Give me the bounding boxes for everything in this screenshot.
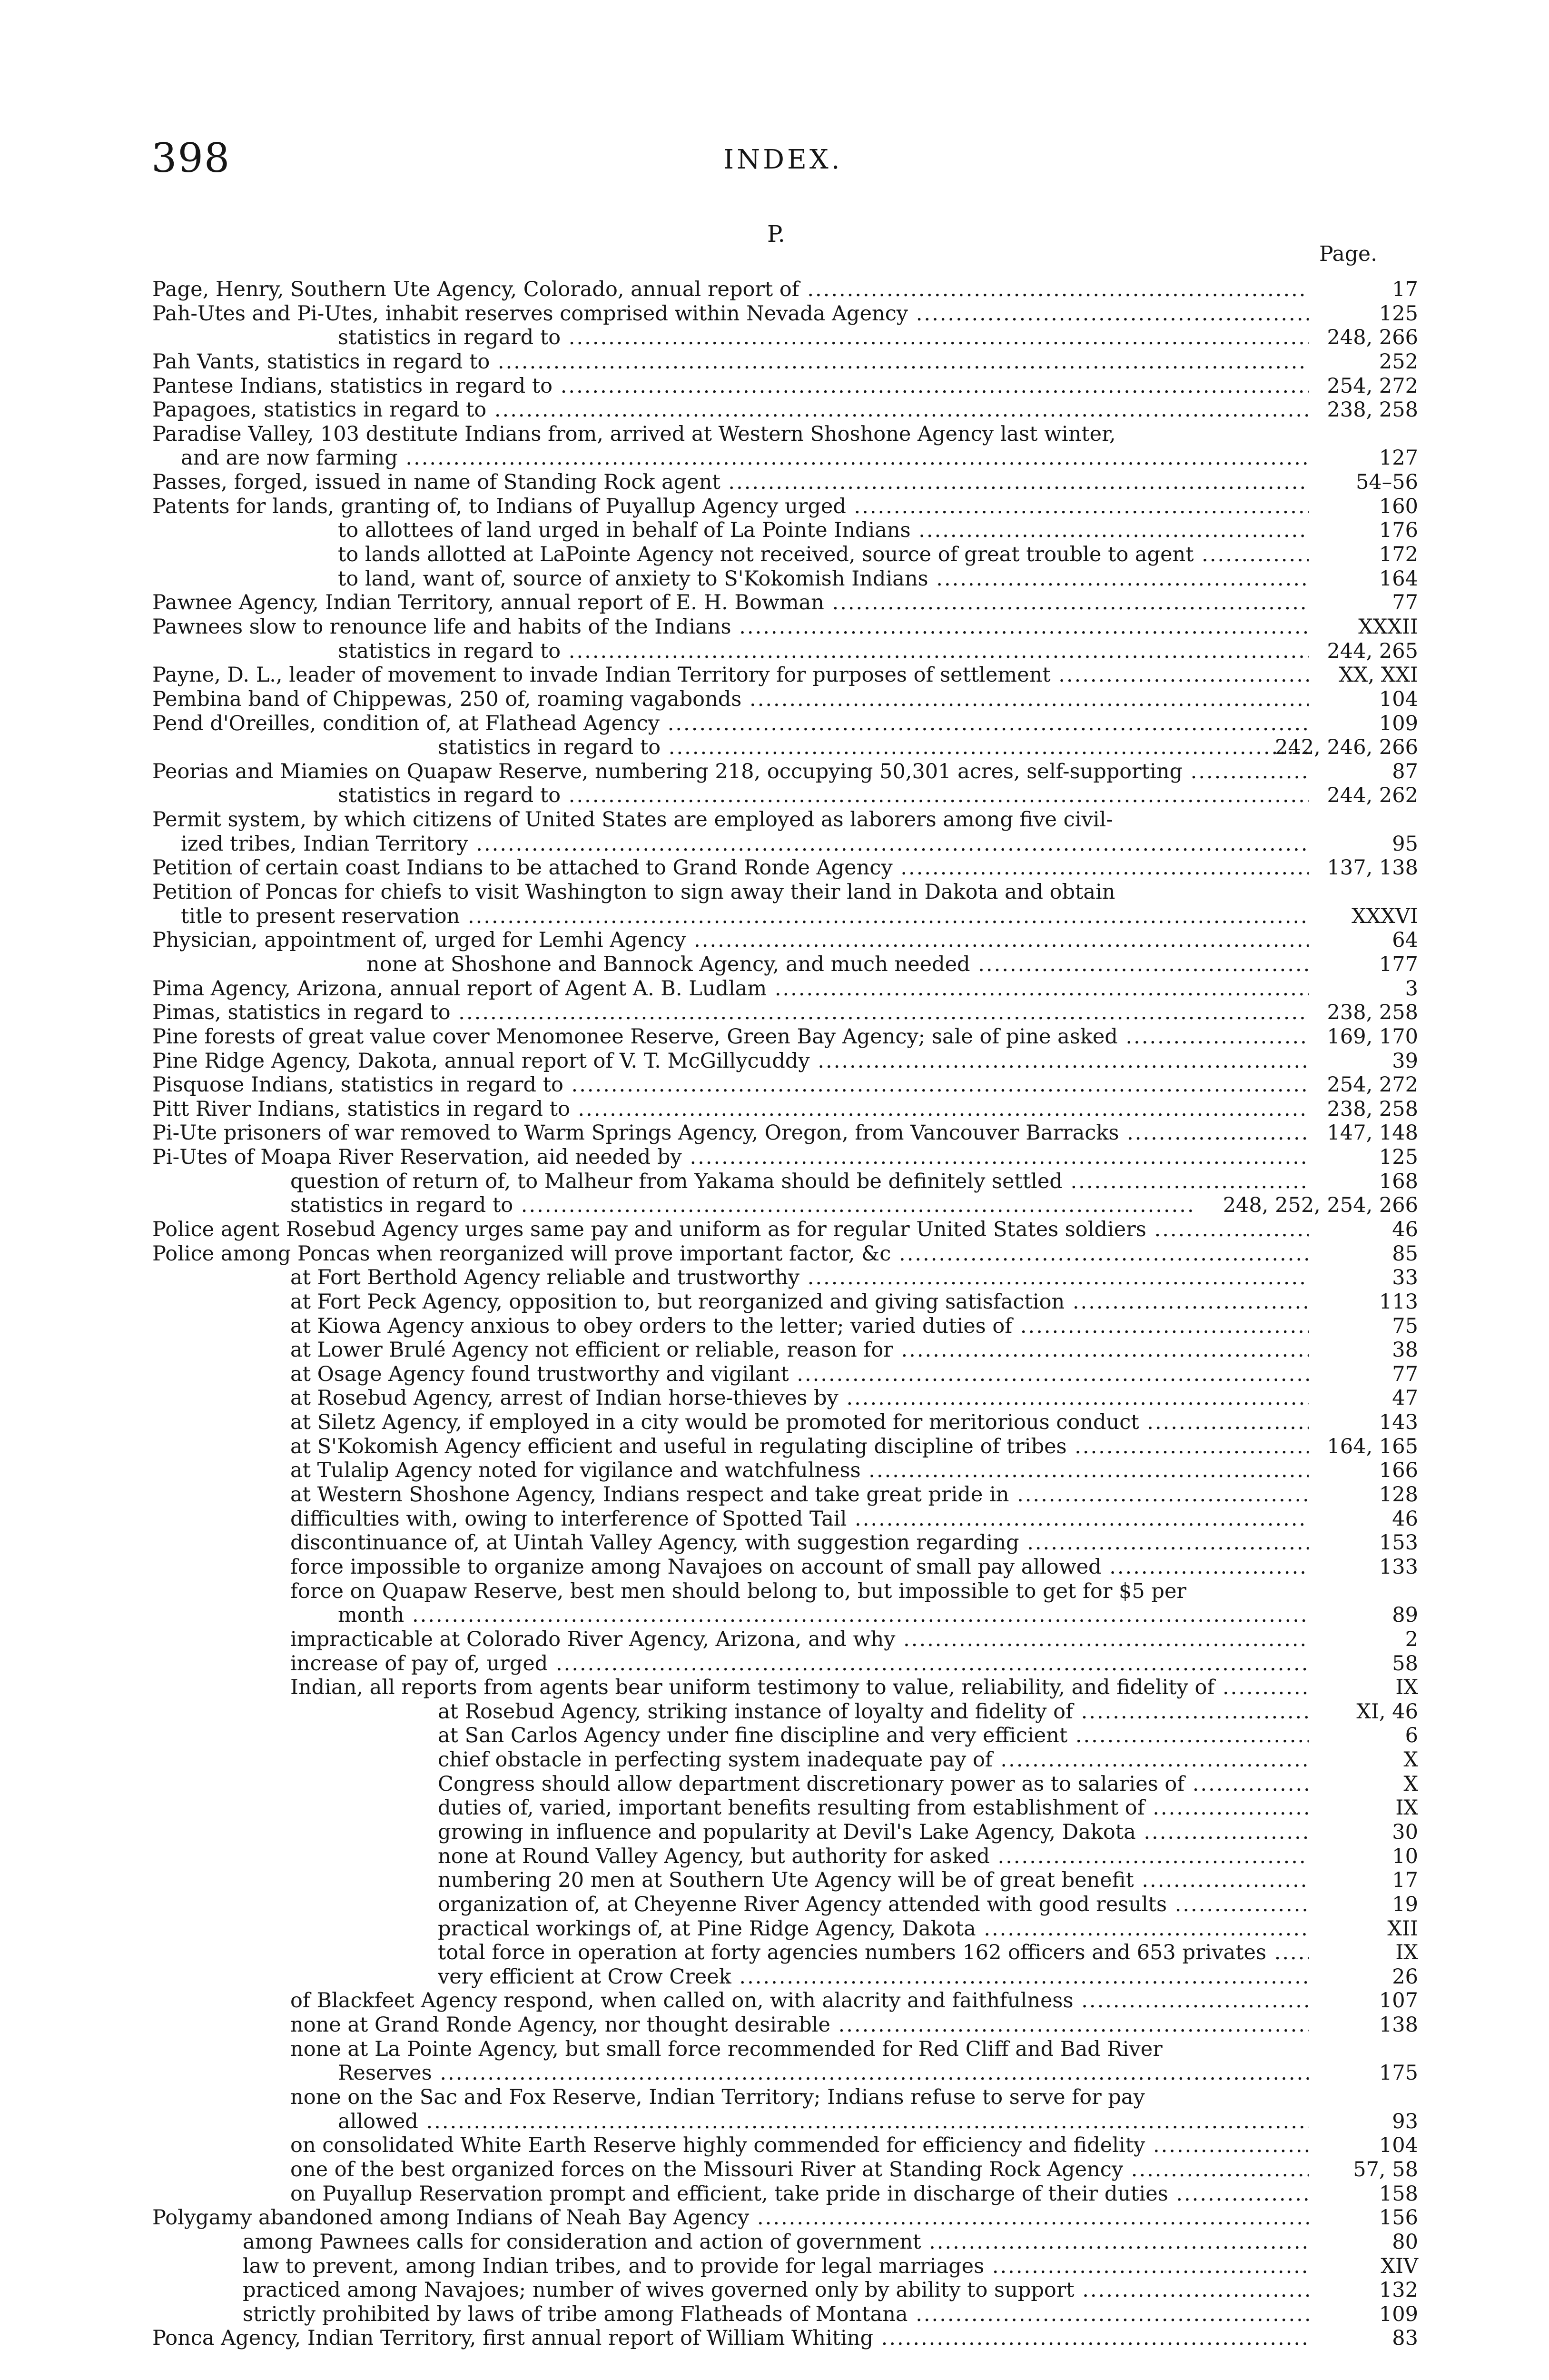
- index-entry: [152, 735, 1418, 760]
- entry-text: Pah-Utes and Pi-Utes, inhabit reserves comprised within Nevada Agency .....: [152, 302, 1309, 326]
- index-entry: [152, 1097, 1418, 1121]
- entry-text: at S'Kokomish Agency efficient and useful in regulating discipline of tribes .....: [290, 1435, 1309, 1459]
- entry-page-ref: 138: [1379, 2013, 1418, 2037]
- entry-page-ref: 242, 246, 266: [1275, 735, 1418, 760]
- index-entry: [152, 591, 1418, 615]
- entry-page-ref: 254, 272: [1327, 1073, 1418, 1097]
- index-entry: [152, 712, 1418, 736]
- index-entry: [152, 1989, 1418, 2013]
- entry-page-ref: 95: [1392, 832, 1418, 856]
- entry-text: very efficient at Crow Creek .....: [438, 1965, 1309, 1989]
- index-entry: [152, 880, 1418, 904]
- entry-text: at Siletz Agency, if employed in a city would be promoted for meritorious conduct .....: [290, 1410, 1309, 1435]
- entry-text: Passes, forged, issued in name of Standing Rock agent .....: [152, 470, 1309, 495]
- entry-page-ref: 104: [1379, 687, 1418, 711]
- entry-text: Petition of Poncas for chiefs to visit Washington to sign away their land in Dakota and obtain: [152, 880, 1115, 904]
- entry-text: title to present reservation .....: [181, 904, 1309, 929]
- entry-text: force impossible to organize among Navajoes on account of small pay allowed .....: [290, 1555, 1309, 1579]
- index-entry: [152, 615, 1418, 639]
- entry-page-ref: 54–56: [1356, 470, 1418, 495]
- entry-page-ref: 39: [1392, 1049, 1418, 1073]
- index-entry: [152, 1170, 1418, 1194]
- index-entry: [152, 1001, 1418, 1025]
- entry-text: on Puyallup Reservation prompt and efficient, take pride in discharge of their duties .....: [290, 2182, 1309, 2206]
- entry-page-ref: 80: [1392, 2230, 1418, 2254]
- index-entry: [152, 350, 1418, 374]
- entry-page-ref: 107: [1379, 1989, 1418, 2013]
- entry-text: force on Quapaw Reserve, best men should belong to, but impossible to get for $5 per: [290, 1579, 1186, 1603]
- entry-page-ref: 169, 170: [1327, 1024, 1418, 1049]
- index-entry: [152, 1242, 1418, 1266]
- index-entry: [152, 1724, 1418, 1748]
- index-entry: [152, 1531, 1418, 1555]
- entry-text: Pi-Ute prisoners of war removed to Warm Springs Agency, Oregon, from Vancouver Barracks .....: [152, 1121, 1309, 1145]
- entry-page-ref: 10: [1392, 1844, 1418, 1868]
- entry-page-ref: 2: [1405, 1627, 1418, 1651]
- index-entry: [152, 302, 1418, 326]
- index-entry: [152, 2158, 1418, 2182]
- index-entry: [152, 2230, 1418, 2254]
- entry-page-ref: 46: [1392, 1507, 1418, 1531]
- entry-text: Polygamy abandoned among Indians of Neah Bay Agency .....: [152, 2206, 1309, 2230]
- index-entry: [152, 1193, 1418, 1218]
- entry-text: Pine Ridge Agency, Dakota, annual report of V. T. McGillycuddy .....: [152, 1049, 1309, 1073]
- entry-text: and are now farming .....: [181, 446, 1309, 470]
- index-entry: [152, 543, 1418, 567]
- entry-page-ref: 132: [1379, 2278, 1418, 2302]
- index-entry: [152, 2302, 1418, 2327]
- index-entry: [152, 1507, 1418, 1531]
- entry-text: duties of, varied, important benefits resulting from establishment of .....: [438, 1796, 1309, 1820]
- entry-page-ref: XIV: [1381, 2254, 1418, 2278]
- index-entry: [152, 1073, 1418, 1097]
- entry-page-ref: 137, 138: [1327, 856, 1418, 880]
- index-entry: [152, 977, 1418, 1001]
- index-entry: [152, 1049, 1418, 1073]
- index-entry: [152, 1700, 1418, 1724]
- entry-page-ref: 147, 148: [1327, 1121, 1418, 1145]
- index-entry: [152, 1652, 1418, 1676]
- entry-page-ref: 153: [1379, 1531, 1418, 1555]
- index-entry: [152, 2182, 1418, 2206]
- entry-page-ref: 64: [1392, 928, 1418, 952]
- entry-page-ref: X: [1403, 1748, 1418, 1772]
- index-entry: [152, 1868, 1418, 1893]
- entry-page-ref: 244, 265: [1327, 639, 1418, 663]
- entry-page-ref: 26: [1392, 1964, 1418, 1989]
- entry-page-ref: 238, 258: [1327, 398, 1418, 422]
- entry-text: practiced among Navajoes; number of wives governed only by ability to support .....: [243, 2278, 1309, 2302]
- entry-text: none at La Pointe Agency, but small force recommended for Red Cliff and Bad River: [290, 2037, 1163, 2061]
- entry-text: Pisquose Indians, statistics in regard to .....: [152, 1073, 1309, 1097]
- index-entry: [152, 1772, 1418, 1796]
- entry-page-ref: 109: [1379, 711, 1418, 735]
- index-entry: [152, 1917, 1418, 1941]
- section-letter: P.: [767, 221, 785, 248]
- entry-page-ref: 77: [1392, 591, 1418, 615]
- index-entry: [152, 928, 1418, 952]
- index-entry: [152, 1893, 1418, 1917]
- entry-page-ref: 252: [1379, 349, 1418, 374]
- entry-text: discontinuance of, at Uintah Valley Agency, with suggestion regarding .....: [290, 1531, 1309, 1555]
- entry-text: at Rosebud Agency, striking instance of loyalty and fidelity of .....: [438, 1700, 1309, 1724]
- entry-page-ref: 19: [1392, 1892, 1418, 1916]
- entry-page-ref: 125: [1379, 301, 1418, 326]
- entry-text: statistics in regard to .....: [290, 1193, 1194, 1218]
- index-entry: [152, 687, 1418, 712]
- entry-page-ref: 248, 266: [1327, 326, 1418, 350]
- index-entry: [152, 1314, 1418, 1339]
- entry-page-ref: 33: [1392, 1266, 1418, 1290]
- entry-text: Payne, D. L., leader of movement to invade Indian Territory for purposes of settlement .....: [152, 663, 1309, 687]
- entry-page-ref: 160: [1379, 494, 1418, 518]
- entry-page-ref: 164, 165: [1327, 1434, 1418, 1458]
- index-entry: [152, 495, 1418, 519]
- entry-text: question of return of, to Malheur from Yakama should be definitely settled .....: [290, 1170, 1309, 1194]
- index-entry: [152, 422, 1418, 446]
- entry-page-ref: 6: [1405, 1724, 1418, 1748]
- index-entry: [152, 1458, 1418, 1483]
- entry-text: Pima Agency, Arizona, annual report of Agent A. B. Ludlam .....: [152, 977, 1309, 1001]
- entry-text: difficulties with, owing to interference of Spotted Tail .....: [290, 1507, 1309, 1531]
- entry-text: at Fort Peck Agency, opposition to, but reorganized and giving satisfaction .....: [290, 1290, 1309, 1314]
- entry-text: Pembina band of Chippewas, 250 of, roaming vagabonds .....: [152, 687, 1309, 712]
- entry-text: statistics in regard to .....: [338, 326, 1309, 350]
- entry-page-ref: 127: [1379, 446, 1418, 470]
- index-entry: [152, 904, 1418, 929]
- entry-page-ref: IX: [1395, 1941, 1418, 1965]
- entry-page-ref: 254, 272: [1327, 374, 1418, 398]
- entry-text: Pawnees slow to renounce life and habits of the Indians .....: [152, 615, 1309, 639]
- entry-text: allowed .....: [338, 2110, 1309, 2134]
- index-entry: [152, 1579, 1418, 1604]
- index-entry: [152, 326, 1418, 350]
- entry-text: practical workings of, at Pine Ridge Agency, Dakota .....: [438, 1917, 1309, 1941]
- entry-text: Patents for lands, granting of, to Indians of Puyallup Agency urged .....: [152, 495, 1309, 519]
- entry-text: Pah Vants, statistics in regard to .....: [152, 350, 1309, 374]
- page-column-label: Page.: [1319, 242, 1378, 266]
- entry-page-ref: 128: [1379, 1483, 1418, 1507]
- index-entry: [152, 2061, 1418, 2085]
- entry-text: of Blackfeet Agency respond, when called on, with alacrity and faithfulness .....: [290, 1989, 1309, 2013]
- entry-page-ref: 156: [1379, 2206, 1418, 2230]
- entry-page-ref: 85: [1392, 1241, 1418, 1266]
- entry-text: Pawnee Agency, Indian Territory, annual report of E. H. Bowman .....: [152, 591, 1309, 615]
- entry-page-ref: 93: [1392, 2109, 1418, 2133]
- entry-text: ized tribes, Indian Territory .....: [181, 832, 1309, 856]
- entry-page-ref: 238, 258: [1327, 1001, 1418, 1025]
- index-entry: [152, 952, 1418, 977]
- index-entry: [152, 2206, 1418, 2230]
- entry-text: Ponca Agency, Indian Territory, first annual report of William Whiting .....: [152, 2326, 1309, 2350]
- entry-page-ref: 166: [1379, 1458, 1418, 1483]
- entry-text: statistics in regard to .....: [338, 783, 1309, 808]
- index-entry: [152, 1603, 1418, 1627]
- index-entry: [152, 374, 1418, 398]
- entry-text: none at Round Valley Agency, but authority for asked .....: [438, 1844, 1309, 1869]
- index-entry: [152, 1362, 1418, 1387]
- entry-text: Congress should allow department discretionary power as to salaries of .....: [438, 1772, 1309, 1796]
- entry-text: Papagoes, statistics in regard to .....: [152, 398, 1309, 422]
- entry-text: total force in operation at forty agencies numbers 162 officers and 653 privates .....: [438, 1941, 1309, 1965]
- entry-page-ref: 104: [1379, 2133, 1418, 2158]
- entry-text: on consolidated White Earth Reserve highly commended for efficiency and fidelity .....: [290, 2133, 1309, 2158]
- entry-text: to allottees of land urged in behalf of La Pointe Indians .....: [338, 518, 1309, 543]
- entry-page-ref: XI, 46: [1356, 1699, 1418, 1724]
- index-entry: [152, 663, 1418, 687]
- entry-text: none on the Sac and Fox Reserve, Indian Territory; Indians refuse to serve for pay: [290, 2085, 1145, 2110]
- entry-text: at Fort Berthold Agency reliable and trustworthy .....: [290, 1266, 1309, 1290]
- entry-page-ref: 17: [1392, 278, 1418, 301]
- entry-page-ref: 238, 258: [1327, 1097, 1418, 1121]
- entry-page-ref: 109: [1379, 2302, 1418, 2326]
- entry-page-ref: 46: [1392, 1217, 1418, 1241]
- entry-text: Pantese Indians, statistics in regard to .....: [152, 374, 1309, 398]
- index-entry: [152, 278, 1418, 302]
- index-entry: [152, 1483, 1418, 1507]
- entry-text: Permit system, by which citizens of United States are employed as laborers among five civil-: [152, 808, 1113, 832]
- entry-page-ref: XII: [1387, 1916, 1418, 1941]
- index-entry: [152, 783, 1418, 808]
- entry-text: growing in influence and popularity at Devil's Lake Agency, Dakota .....: [438, 1820, 1309, 1844]
- entry-page-ref: 75: [1392, 1314, 1418, 1338]
- index-entry: [152, 518, 1418, 543]
- index-entry: [152, 1145, 1418, 1170]
- index-entry: [152, 2133, 1418, 2158]
- entry-page-ref: XXXII: [1358, 615, 1418, 639]
- entry-text: Police agent Rosebud Agency urges same pay and uniform as for regular United States soldiers .....: [152, 1218, 1309, 1242]
- index-entry: [152, 1025, 1418, 1049]
- entry-text: at Rosebud Agency, arrest of Indian horse-thieves by .....: [290, 1386, 1309, 1410]
- index-entry: [152, 398, 1418, 422]
- entry-text: Indian, all reports from agents bear uniform testimony to value, reliability, and fidelity of .....: [290, 1676, 1309, 1700]
- entry-text: Pend d'Oreilles, condition of, at Flathead Agency .....: [152, 712, 1309, 736]
- index-entry: [152, 1748, 1418, 1772]
- entry-page-ref: 164: [1379, 566, 1418, 591]
- index-entry: [152, 1627, 1418, 1652]
- index-entry: [152, 1820, 1418, 1844]
- entry-text: none at Shoshone and Bannock Agency, and much needed .....: [366, 952, 1309, 977]
- index-entry: [152, 1941, 1418, 1965]
- index-entry: [152, 2085, 1418, 2110]
- entry-page-ref: IX: [1395, 1676, 1418, 1700]
- index-entry: [152, 1338, 1418, 1362]
- entry-page-ref: 113: [1379, 1289, 1418, 1314]
- index-entry: [152, 446, 1418, 470]
- entry-page-ref: 125: [1379, 1145, 1418, 1170]
- index-entry: [152, 1555, 1418, 1579]
- index-entry: [152, 1218, 1418, 1242]
- entry-text: Pimas, statistics in regard to .....: [152, 1001, 1309, 1025]
- index-entry: [152, 1965, 1418, 1989]
- entry-text: impracticable at Colorado River Agency, Arizona, and why .....: [290, 1627, 1309, 1652]
- index-entry: [152, 832, 1418, 856]
- index-entry: [152, 1121, 1418, 1145]
- entry-text: at Lower Brulé Agency not efficient or reliable, reason for .....: [290, 1338, 1309, 1362]
- entry-page-ref: 244, 262: [1327, 783, 1418, 808]
- entry-text: to land, want of, source of anxiety to S'Kokomish Indians .....: [338, 567, 1309, 591]
- index-entry: [152, 2326, 1418, 2350]
- index-entry: [152, 567, 1418, 591]
- index-entry: [152, 639, 1418, 664]
- entry-text: at San Carlos Agency under fine discipline and very efficient .....: [438, 1724, 1309, 1748]
- index-entry: [152, 2013, 1418, 2037]
- entry-text: Paradise Valley, 103 destitute Indians from, arrived at Western Shoshone Agency last winter,: [152, 422, 1116, 446]
- entry-text: at Kiowa Agency anxious to obey orders to the letter; varied duties of .....: [290, 1314, 1309, 1339]
- index-entry: [152, 1796, 1418, 1820]
- entry-page-ref: 172: [1379, 543, 1418, 567]
- entry-text: Pitt River Indians, statistics in regard to .....: [152, 1097, 1309, 1121]
- entry-text: among Pawnees calls for consideration and action of government .....: [243, 2230, 1309, 2254]
- entry-page-ref: 177: [1379, 952, 1418, 976]
- entry-page-ref: 143: [1379, 1410, 1418, 1435]
- entry-text: statistics in regard to .....: [338, 639, 1309, 664]
- entry-page-ref: 158: [1379, 2182, 1418, 2206]
- index-entry: [152, 1676, 1418, 1700]
- entry-page-ref: XX, XXI: [1339, 663, 1418, 687]
- entry-page-ref: 89: [1392, 1603, 1418, 1627]
- entry-text: law to prevent, among Indian tribes, and to provide for legal marriages .....: [243, 2254, 1309, 2279]
- index-entry: [152, 2110, 1418, 2134]
- entry-page-ref: 47: [1392, 1386, 1418, 1410]
- entry-text: Page, Henry, Southern Ute Agency, Colorado, annual report of .....: [152, 278, 1309, 302]
- index-entry: [152, 2278, 1418, 2302]
- entry-text: Pine forests of great value cover Menomonee Reserve, Green Bay Agency; sale of pine asked .....: [152, 1025, 1309, 1049]
- index-entry: [152, 808, 1418, 832]
- entry-text: numbering 20 men at Southern Ute Agency will be of great benefit .....: [438, 1868, 1309, 1893]
- index-entry: [152, 1386, 1418, 1410]
- index-entry: [152, 1410, 1418, 1435]
- index-entry: [152, 856, 1418, 880]
- index-entry: [152, 760, 1418, 784]
- entry-page-ref: XXXVI: [1352, 904, 1418, 928]
- entry-text: Peorias and Miamies on Quapaw Reserve, numbering 218, occupying 50,301 acres, self-supporting .....: [152, 760, 1309, 784]
- entry-page-ref: 38: [1392, 1338, 1418, 1362]
- entry-text: chief obstacle in perfecting system inadequate pay of .....: [438, 1748, 1309, 1772]
- index-entry: [152, 2037, 1418, 2062]
- entry-page-ref: IX: [1395, 1796, 1418, 1820]
- entry-text: increase of pay of, urged .....: [290, 1652, 1309, 1676]
- entry-text: month .....: [338, 1603, 1309, 1627]
- entry-text: strictly prohibited by laws of tribe among Flatheads of Montana .....: [243, 2302, 1309, 2327]
- entry-text: to lands allotted at LaPointe Agency not received, source of great trouble to agent .....: [338, 543, 1309, 567]
- index-entry: [152, 470, 1418, 495]
- index-entry: [152, 1266, 1418, 1290]
- entry-page-ref: 133: [1379, 1555, 1418, 1579]
- entry-page-ref: X: [1403, 1772, 1418, 1796]
- entry-page-ref: 30: [1392, 1820, 1418, 1844]
- index-entries: [152, 278, 1418, 2350]
- entry-page-ref: 83: [1392, 2326, 1418, 2350]
- entry-text: statistics in regard to .....: [438, 735, 1309, 760]
- page-number: 398: [151, 135, 231, 181]
- entry-page-ref: 17: [1392, 1868, 1418, 1893]
- entry-page-ref: 58: [1392, 1651, 1418, 1676]
- entry-text: Petition of certain coast Indians to be attached to Grand Ronde Agency .....: [152, 856, 1309, 880]
- entry-text: one of the best organized forces on the Missouri River at Standing Rock Agency .....: [290, 2158, 1309, 2182]
- entry-page-ref: 77: [1392, 1362, 1418, 1386]
- entry-text: Reserves .....: [338, 2061, 1309, 2085]
- index-entry: [152, 1435, 1418, 1459]
- entry-text: organization of, at Cheyenne River Agency attended with good results .....: [438, 1893, 1309, 1917]
- entry-text: Physician, appointment of, urged for Lemhi Agency .....: [152, 928, 1309, 952]
- entry-text: at Tulalip Agency noted for vigilance and watchfulness .....: [290, 1458, 1309, 1483]
- entry-text: none at Grand Ronde Agency, nor thought desirable .....: [290, 2013, 1309, 2037]
- entry-text: at Osage Agency found trustworthy and vigilant .....: [290, 1362, 1309, 1387]
- entry-page-ref: 248, 252, 254, 266: [1223, 1193, 1418, 1218]
- entry-page-ref: 175: [1379, 2061, 1418, 2085]
- entry-text: Police among Poncas when reorganized will prove important factor, &c .....: [152, 1242, 1309, 1266]
- entry-text: at Western Shoshone Agency, Indians respect and take great pride in .....: [290, 1483, 1309, 1507]
- index-entry: [152, 1290, 1418, 1314]
- entry-page-ref: 87: [1392, 759, 1418, 783]
- entry-page-ref: 176: [1379, 518, 1418, 543]
- entry-page-ref: 168: [1379, 1169, 1418, 1193]
- index-entry: [152, 2254, 1418, 2279]
- entry-page-ref: 57, 58: [1353, 2157, 1418, 2182]
- entry-page-ref: 3: [1405, 976, 1418, 1001]
- index-entry: [152, 1844, 1418, 1869]
- running-head: INDEX.: [723, 144, 843, 175]
- entry-text: Pi-Utes of Moapa River Reservation, aid needed by .....: [152, 1145, 1309, 1170]
